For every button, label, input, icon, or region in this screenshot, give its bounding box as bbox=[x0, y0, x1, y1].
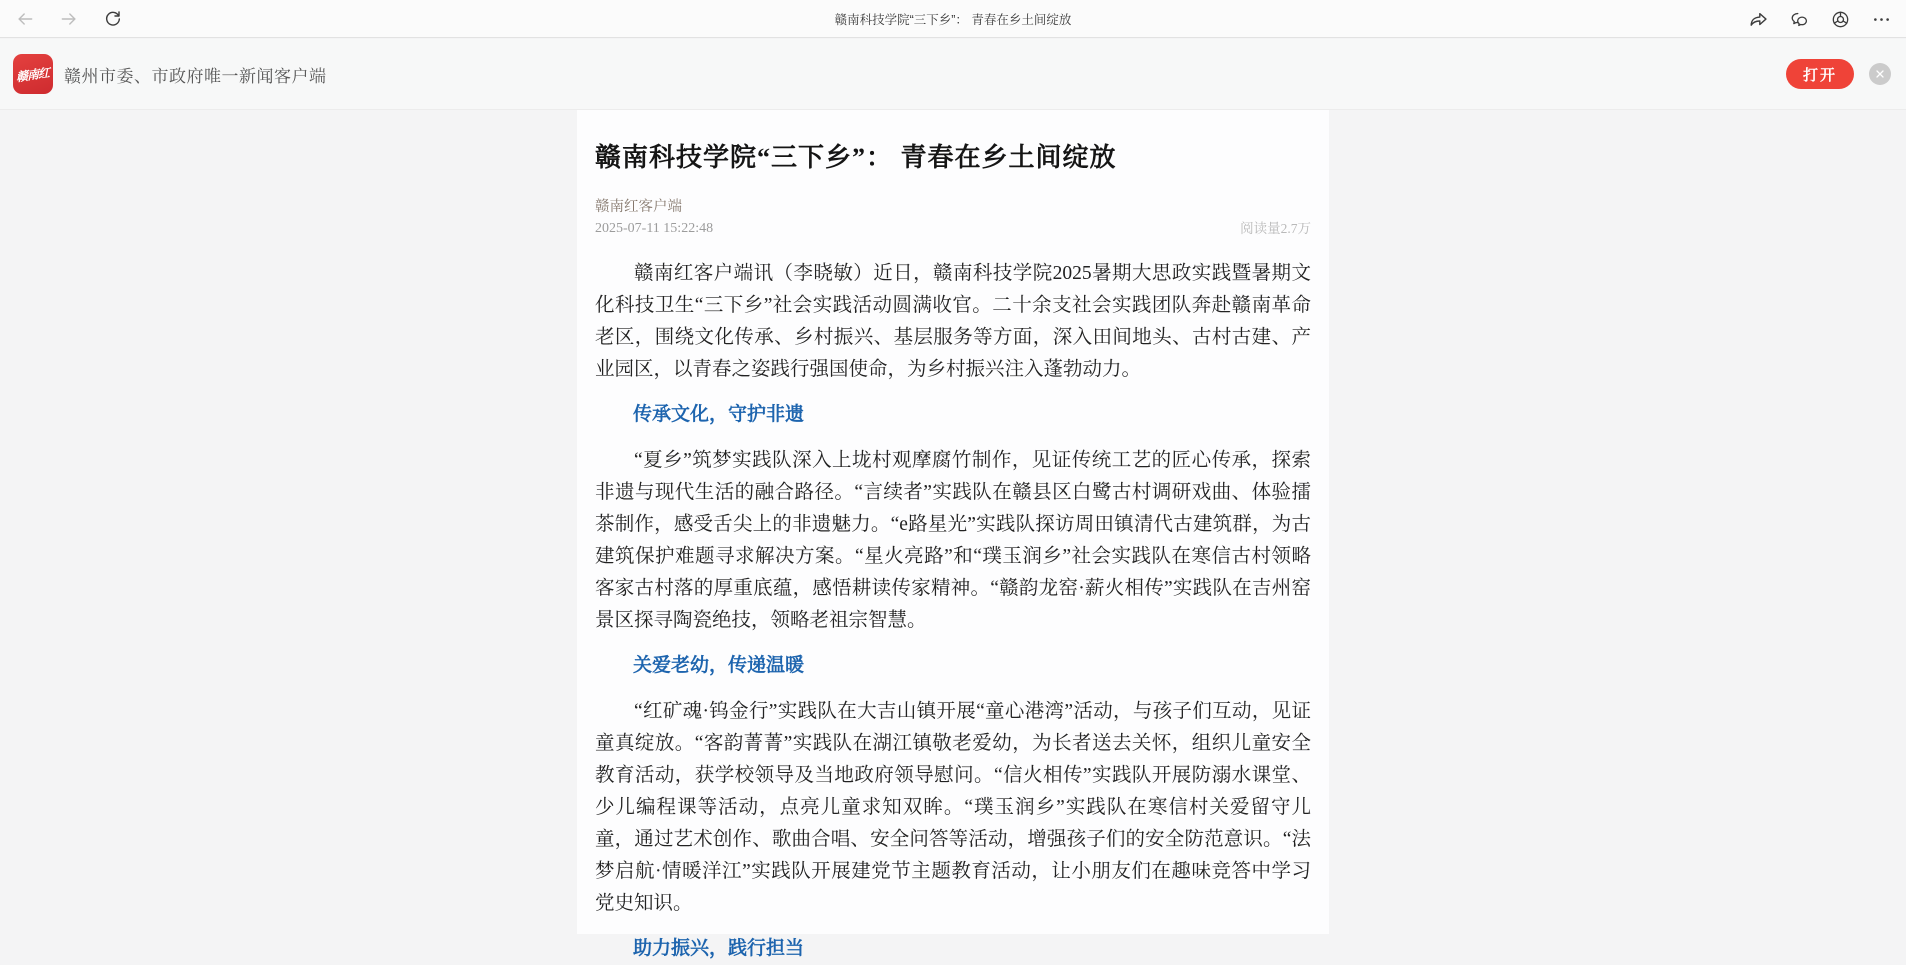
section-heading: 传承文化，守护非遗 bbox=[633, 404, 805, 426]
section-heading: 关爱老幼，传递温暖 bbox=[633, 655, 805, 677]
banner-close-icon[interactable] bbox=[1869, 63, 1891, 85]
more-menu-icon[interactable] bbox=[1870, 8, 1892, 30]
read-count: 阅读量2.7万 bbox=[1240, 221, 1311, 237]
back-icon[interactable] bbox=[14, 8, 36, 30]
article-datetime: 2025-07-11 15:22:48 bbox=[595, 221, 714, 237]
app-logo-icon bbox=[13, 54, 53, 94]
nav-button-group bbox=[0, 8, 124, 30]
app-banner-subtitle: 赣州市委、市政府唯一新闻客户端 bbox=[64, 66, 327, 86]
app-logo-text: 赣南红 bbox=[16, 65, 50, 84]
open-app-button[interactable]: 打开 bbox=[1786, 59, 1854, 89]
toolbar-right-group bbox=[1747, 0, 1892, 38]
browser-logo-icon[interactable] bbox=[1829, 8, 1851, 30]
page-title: 赣南科技学院“三下乡”： 青春在乡土间绽放 bbox=[834, 12, 1072, 27]
app-promo-banner bbox=[0, 39, 1906, 110]
article-meta bbox=[595, 195, 1311, 237]
article-source: 赣南红客户端 bbox=[595, 199, 682, 216]
refresh-icon[interactable] bbox=[102, 8, 124, 30]
section-heading: 助力振兴，践行担当 bbox=[633, 938, 805, 960]
article-paragraph: 赣南红客户端讯（李晓敏）近日，赣南科技学院2025暑期大思政实践暨暑期文化科技卫生“三下乡”社会实践活动圆满收官。二十余支社会实践团队奔赴赣南革命老区，围绕文化传承、乡村振兴、基层服务等方面，深入田间地头、古村古建、产业园区，以青春之姿践行强国使命，为乡村振兴注入蓬勃动力。 bbox=[595, 263, 1311, 381]
comments-icon[interactable] bbox=[1788, 8, 1810, 30]
article-paragraph: “红矿魂·钨金行”实践队在大吉山镇开展“童心港湾”活动，与孩子们互动，见证童真绽放。“客韵菁菁”实践队在湖江镇敬老爱幼，为长者送去关怀，组织儿童安全教育活动，获学校领导及当地政府领导慰问。“信火相传”实践队开展防溺水课堂、少儿编程课等活动，点亮儿童求知双眸。“璞玉润乡”实践队在寒信村关爱留守儿童，通过艺术创作、歌曲合唱、安全问答等活动，增强孩子们的安全防范意识。“法梦启航·情暖洋江”实践队开展建党节主题教育活动，让小朋友们在趣味竞答中学习党史知识。 bbox=[595, 701, 1311, 915]
share-icon[interactable] bbox=[1747, 8, 1769, 30]
article-card bbox=[577, 110, 1329, 960]
article-paragraph: “夏乡”筑梦实践队深入上垅村观摩腐竹制作，见证传统工艺的匠心传承，探索非遗与现代生活的融合路径。“言续者”实践队在赣县区白鹭古村调研戏曲、体验擂茶制作，感受舌尖上的非遗魅力。“e路星光”实践队探访周田镇清代古建筑群，为古建筑保护难题寻求解决方案。“星火亮路”和“璞玉润乡”社会实践队在寒信古村领略客家古村落的厚重底蕴，感悟耕读传家精神。“赣韵龙窑·薪火相传”实践队在吉州窑景区探寻陶瓷绝技，领略老祖宗智慧。 bbox=[595, 450, 1311, 632]
page-content-area bbox=[0, 110, 1906, 960]
article-title: 赣南科技学院“三下乡”： 青春在乡土间绽放 bbox=[595, 143, 1117, 172]
article-body bbox=[595, 258, 1311, 965]
forward-icon[interactable] bbox=[58, 8, 80, 30]
browser-toolbar bbox=[0, 0, 1906, 38]
